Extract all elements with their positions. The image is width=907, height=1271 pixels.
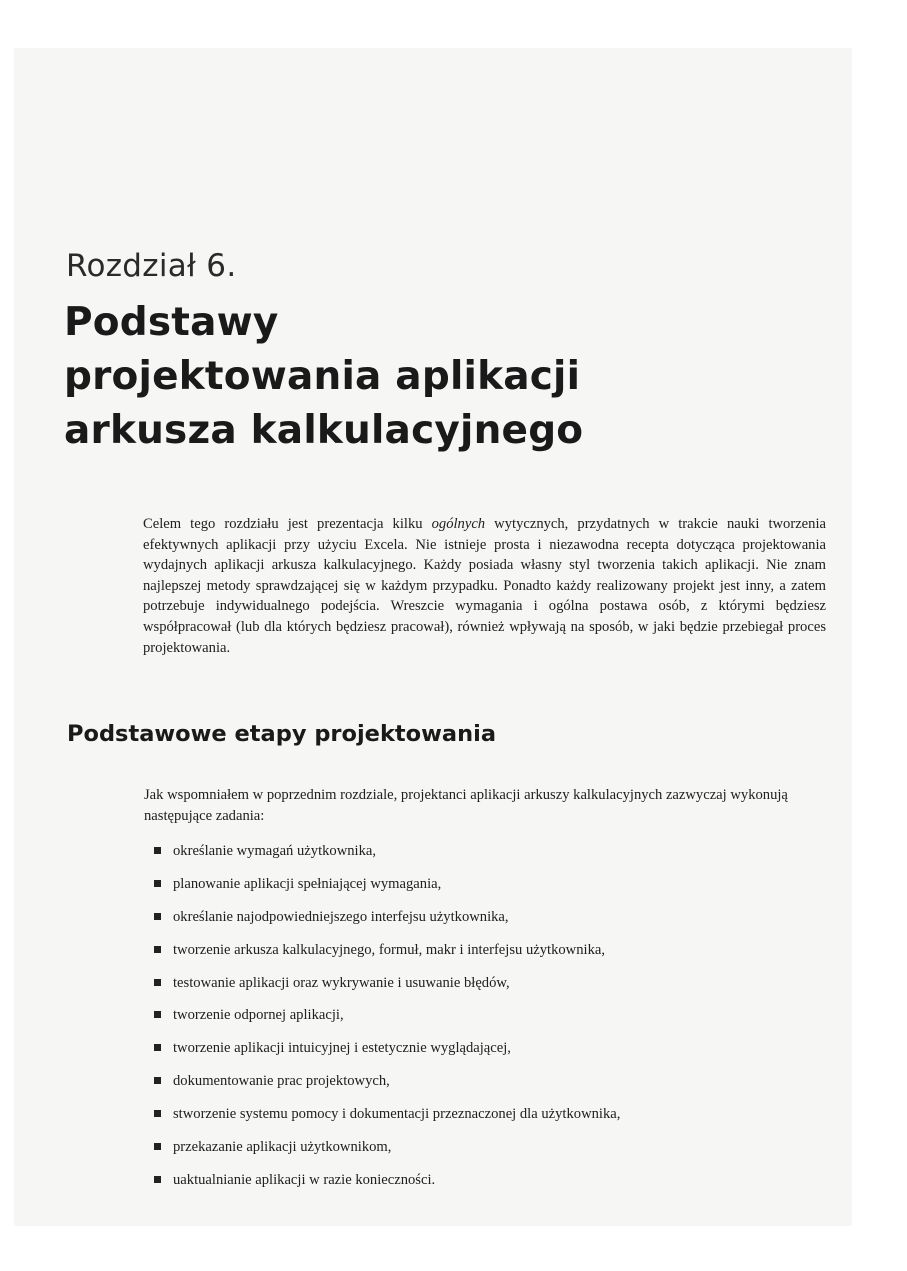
chapter-title-line: arkusza kalkulacyjnego — [64, 408, 584, 453]
square-bullet-icon — [154, 880, 161, 887]
chapter-title-line: Podstawy — [64, 300, 279, 345]
list-item-text: tworzenie aplikacji intuicyjnej i estetycznie wyglądającej, — [173, 1040, 511, 1057]
list-item-text: określanie wymagań użytkownika, — [173, 843, 377, 859]
list-item — [153, 1038, 620, 1071]
list-item — [153, 1104, 620, 1137]
list-item — [153, 1071, 620, 1104]
square-bullet-icon — [154, 946, 161, 953]
square-bullet-icon — [154, 1077, 161, 1084]
square-bullet-icon — [154, 1143, 161, 1150]
list-item-text: określanie najodpowiedniejszego interfejsu użytkownika, — [173, 908, 509, 925]
chapter-title — [64, 296, 583, 458]
square-bullet-icon — [154, 913, 161, 920]
list-item — [153, 1005, 620, 1038]
intro-paragraph — [143, 514, 826, 658]
intro-text-start: Celem tego rozdziału jest prezentacja kilku — [143, 516, 432, 532]
list-item — [153, 940, 620, 973]
list-item — [153, 907, 620, 940]
square-bullet-icon — [154, 979, 161, 986]
list-item-text: planowanie aplikacji spełniającej wymagania, — [173, 875, 442, 892]
section-heading: Podstawowe etapy projektowania — [67, 721, 497, 747]
chapter-title-line: projektowania aplikacji — [64, 354, 581, 399]
list-item-text: tworzenie odpornej aplikacji, — [173, 1007, 344, 1024]
list-item — [153, 841, 620, 874]
chapter-number: Rozdział 6. — [66, 248, 237, 284]
list-item — [153, 1170, 620, 1203]
intro-text-rest: wytycznych, przydatnych w trakcie nauki tworzenia efektywnych aplikacji przy użyciu Excela. Nie istnieje prosta i niezawodna recepta dotycząca projektowania wydajnych aplikacji arkusza kalkulacyjnego. Każdy posiada własny styl tworzenia takich aplikacji. Nie znam najlepszej metody sprawdzającej się w każdym przypadku. Ponadto każdy realizowany projekt jest inny, a zatem potrzebuje indywidualnego podejścia. Wreszcie wymagania i ogólna postawa osób, z którymi będziesz współpracował (lub dla których będziesz pracował), również wpływają na sposób, w jaki będzie przebiegał proces projektowania. — [143, 516, 826, 656]
list-item-text: przekazanie aplikacji użytkownikom, — [173, 1139, 392, 1156]
list-item-text: dokumentowanie prac projektowych, — [173, 1073, 390, 1090]
task-list — [153, 841, 620, 1203]
square-bullet-icon — [154, 847, 161, 854]
square-bullet-icon — [154, 1176, 161, 1183]
list-item-text: testowanie aplikacji oraz wykrywanie i usuwanie błędów, — [173, 974, 510, 991]
list-item — [153, 1137, 620, 1170]
section-lead-paragraph: Jak wspomniałem w poprzednim rozdziale, projektanci aplikacji arkuszy kalkulacyjnych zazwyczaj wykonują następujące zadania: — [144, 787, 788, 824]
list-item-text: stworzenie systemu pomocy i dokumentacji przeznaczonej dla użytkownika, — [173, 1106, 621, 1123]
square-bullet-icon — [154, 1044, 161, 1051]
list-item — [153, 874, 620, 907]
intro-emphasis: ogólnych — [431, 516, 486, 532]
list-item-text: uaktualnianie aplikacji w razie konieczności. — [173, 1171, 436, 1188]
square-bullet-icon — [154, 1011, 161, 1018]
square-bullet-icon — [154, 1110, 161, 1117]
list-item-text: tworzenie arkusza kalkulacyjnego, formuł, makr i interfejsu użytkownika, — [173, 941, 605, 958]
list-item — [153, 973, 620, 1006]
